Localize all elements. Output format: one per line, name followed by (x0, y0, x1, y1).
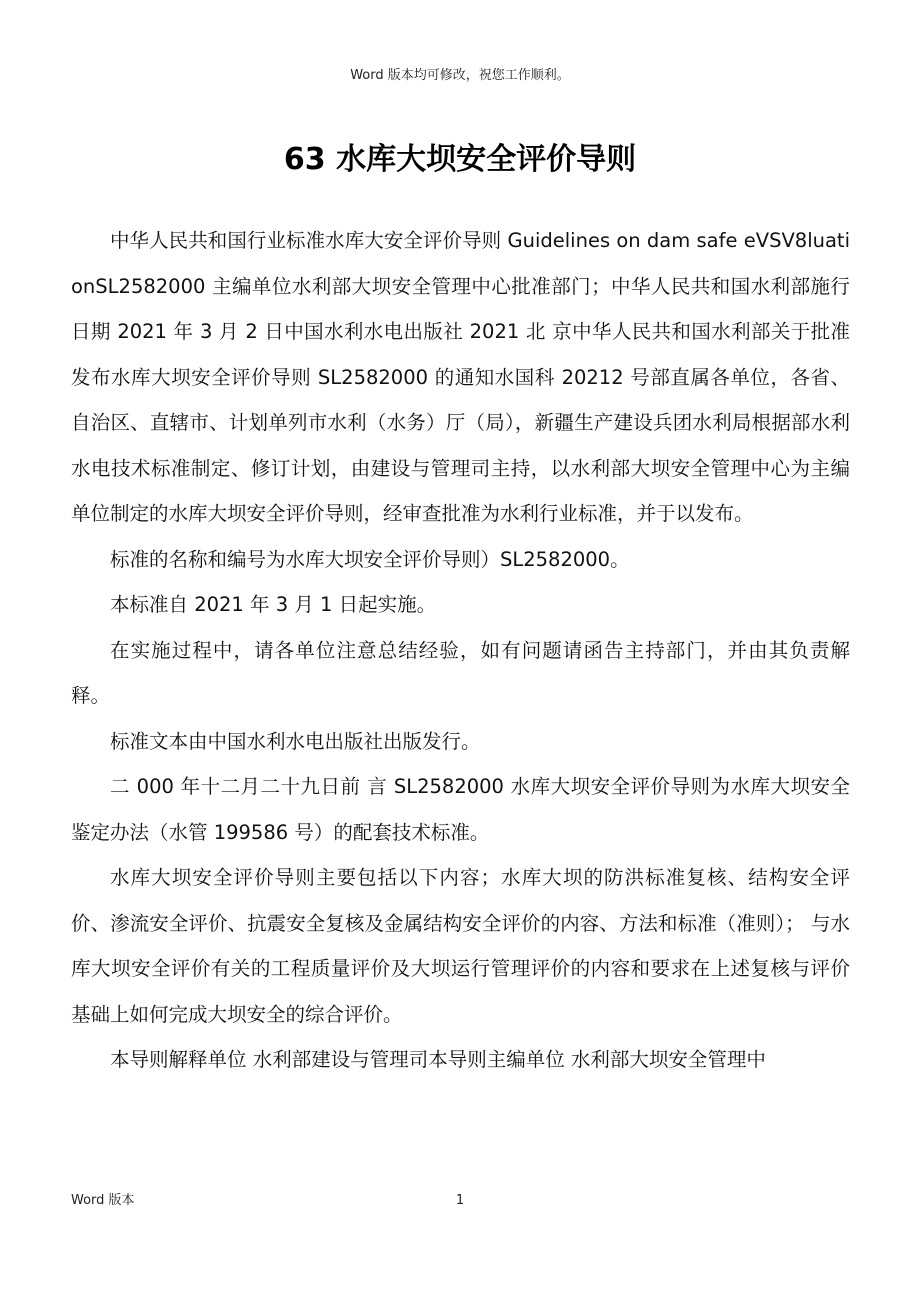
paragraph: 本标准自 2021 年 3 月 1 日起实施。 (110, 593, 437, 616)
paragraph: 本导则解释单位 水利部建设与管理司本导则主编单位 水利部大坝安全管理中 (110, 1048, 766, 1071)
paragraph: 水库大坝安全评价导则主要包括以下内容；水库大坝的防洪标准复核、结构安全评价、渗流安全评价、抗震安全复核及金属结构安全评价的内容、方法和标准（准则）； 与水库大坝安全评价有关的工程质量评价及大坝运行管理评价的内容和要求在上述复核与评价基础上如何完成大坝安全的综合评价。 (71, 866, 850, 1026)
document-body (71, 218, 850, 1083)
paragraph: 标准文本由中国水利水电出版社出版发行。 (110, 729, 481, 753)
paragraph: 中华人民共和国行业标准水库大安全评价导则 Guidelines on dam safe eVSV8luationSL2582000 主编单位水利部大坝安全管理中心批准部门；中华人民共和国水利部施行日期 2021 年 3 月 2 日中国水利水电出版社 2021 北 京中华人民共和国水利部关于批准发布水库大坝安全评价导则 SL2582000 的通知水国科 20212 号部直属各单位，各省、自治区、直辖市、计划单列市水利（水务）厅（局），新疆生产建设兵团水利局根据部水利水电技术标准制定、修订计划，由建设与管理司主持，以水利部大坝安全管理中心为主编单位制定的水库大坝安全评价导则，经审查批准为水利行业标准，并于以发布。 (71, 229, 850, 525)
paragraph: 在实施过程中，请各单位注意总结经验，如有问题请函告主持部门，并由其负责解释。 (71, 638, 850, 707)
document-title: 63 水库大坝安全评价导则 (283, 142, 637, 177)
page-number: 1 (455, 1193, 465, 1208)
footer-label: Word 版本 (71, 1193, 135, 1208)
paragraph: 二 000 年十二月二十九日前 言 SL2582000 水库大坝安全评价导则为水库大坝安全鉴定办法（水管 199586 号）的配套技术标准。 (71, 775, 850, 844)
paragraph: 标准的名称和编号为水库大坝安全评价导则）SL2582000。 (110, 547, 630, 571)
page-header: Word 版本均可修改，祝您工作顺利。 (350, 68, 570, 83)
